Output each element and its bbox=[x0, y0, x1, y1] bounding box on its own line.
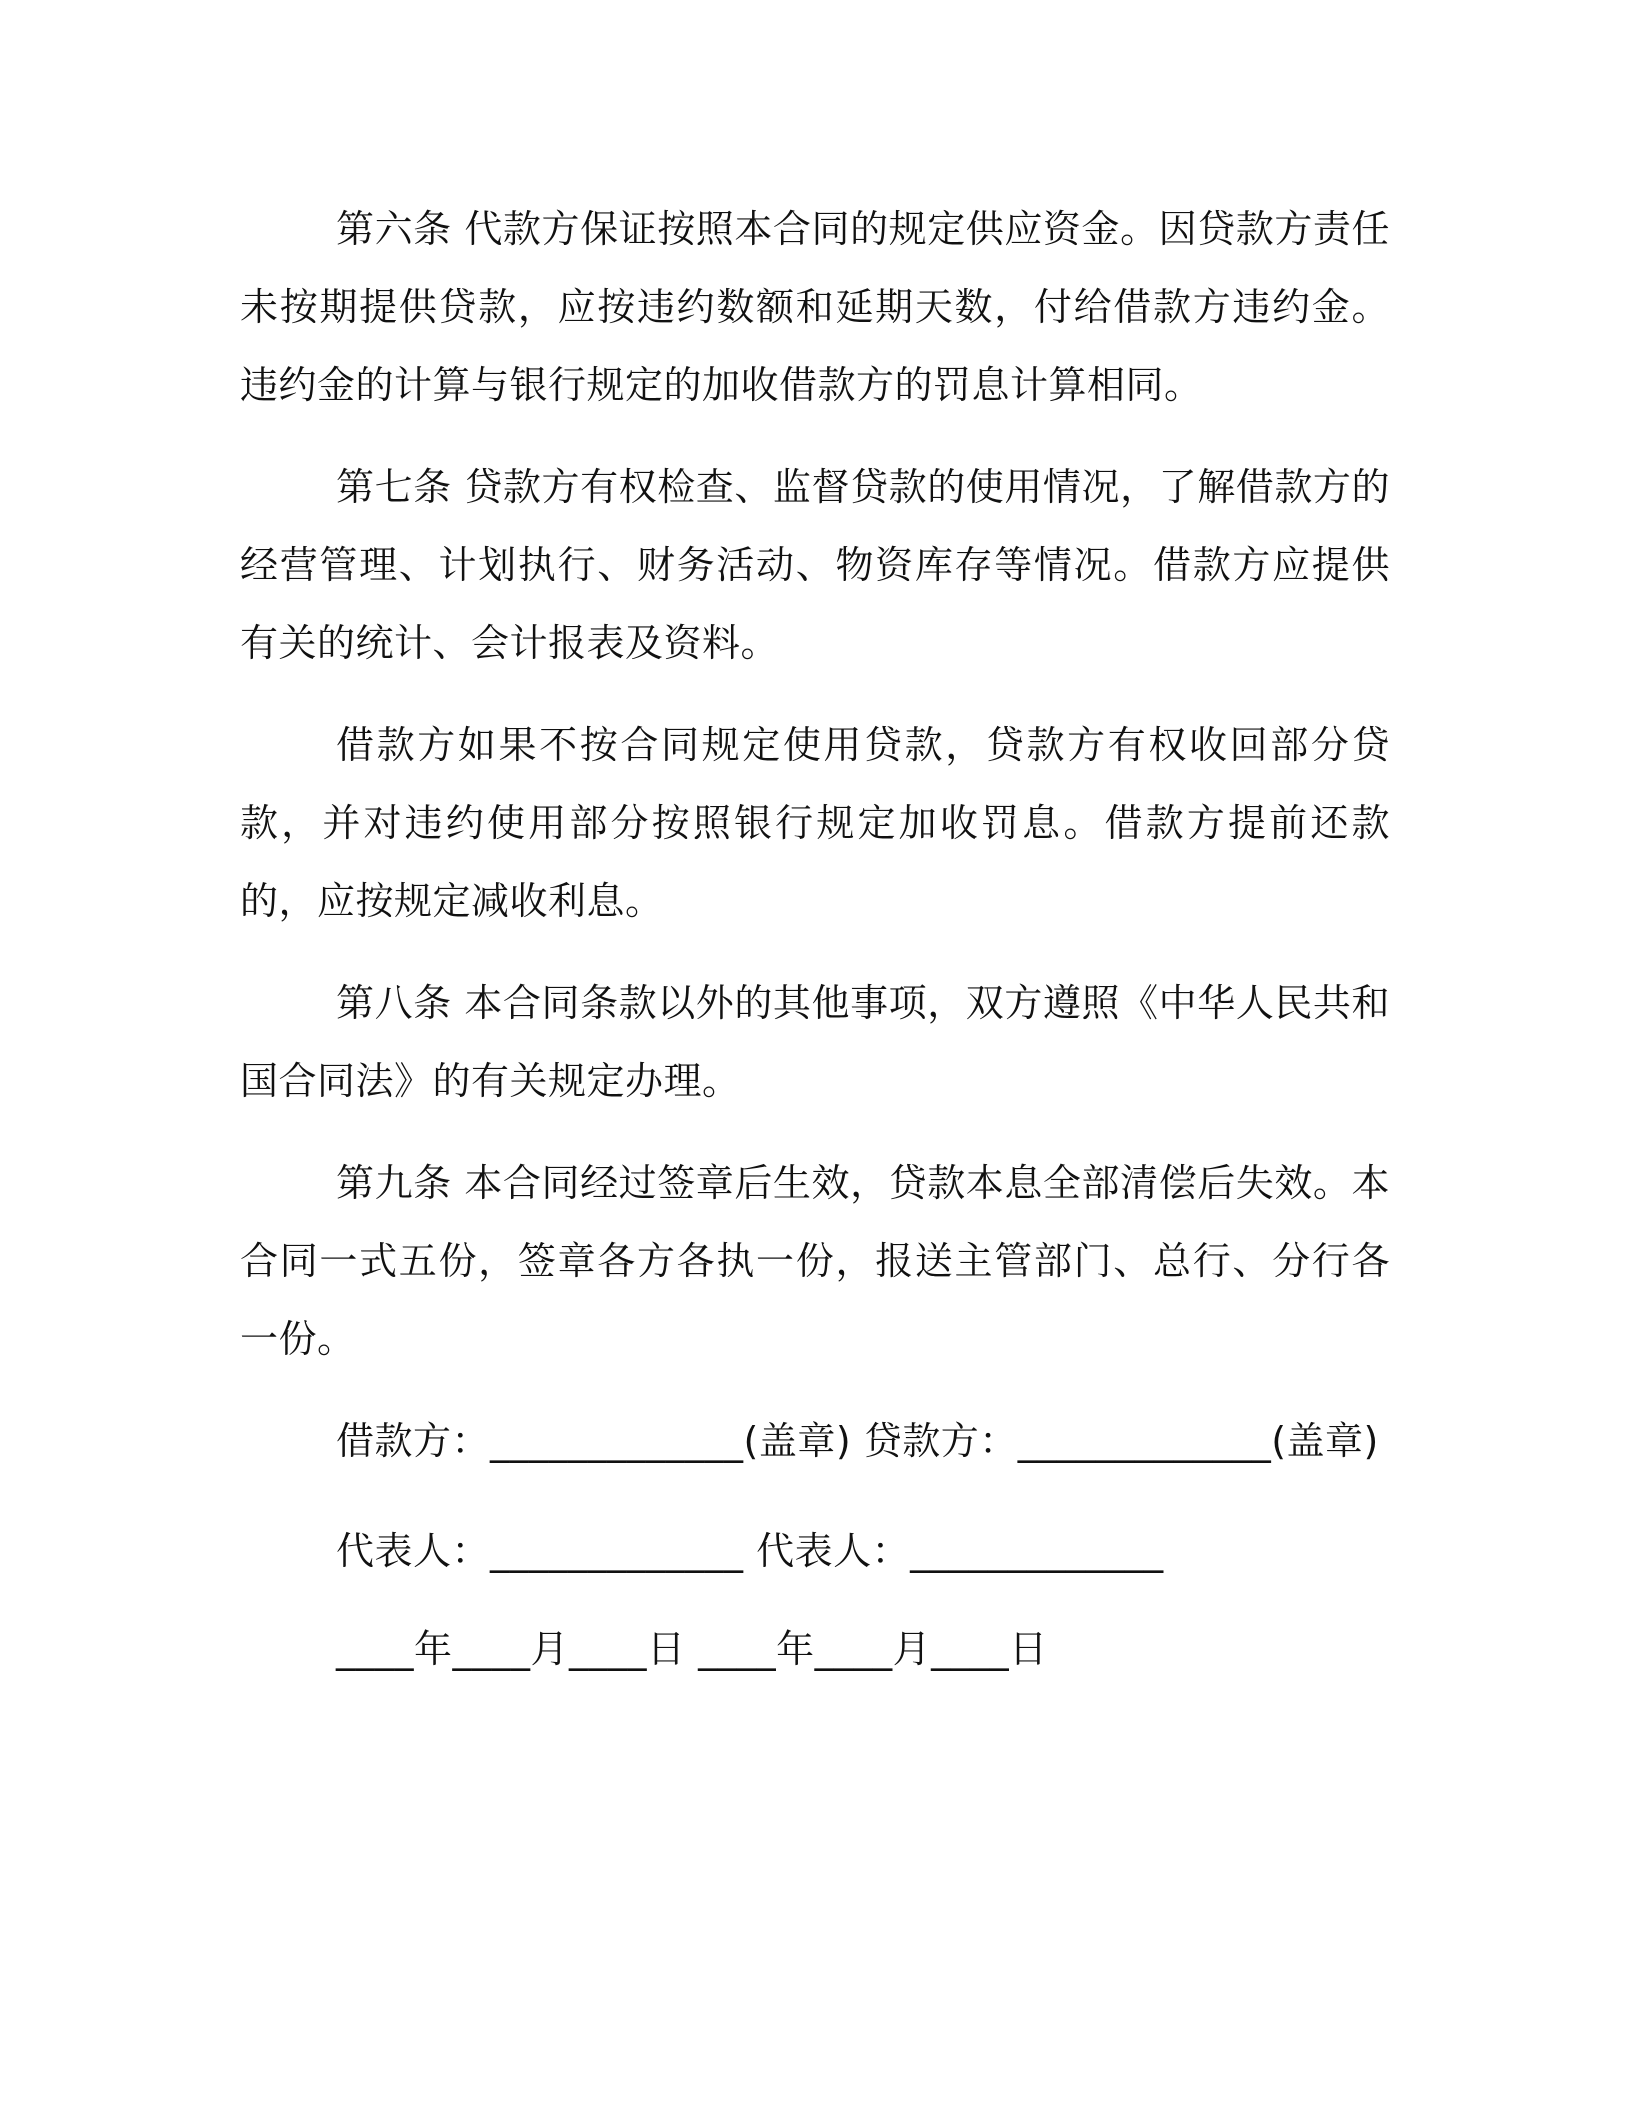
document-body bbox=[240, 190, 1390, 1688]
signature-representatives-line: 代表人：_____________ 代表人：_____________ bbox=[336, 1529, 1164, 1573]
article-9-paragraph: 第九条 本合同经过签章后生效，贷款本息全部清偿后失效。本合同一式五份，签章各方各执一份，报送主管部门、总行、分行各一份。 bbox=[240, 1161, 1390, 1361]
article-6-paragraph: 第六条 代款方保证按照本合同的规定供应资金。因贷款方责任未按期提供贷款，应按违约数额和延期天数，付给借款方违约金。违约金的计算与银行规定的加收借款方的罚息计算相同。 bbox=[240, 207, 1390, 407]
article-8-paragraph: 第八条 本合同条款以外的其他事项，双方遵照《中华人民共和国合同法》的有关规定办理。 bbox=[240, 981, 1390, 1103]
misuse-clause-paragraph: 借款方如果不按合同规定使用贷款，贷款方有权收回部分贷款，并对违约使用部分按照银行规定加收罚息。借款方提前还款的，应按规定减收利息。 bbox=[240, 723, 1390, 923]
signature-date-line: ____年____月____日 ____年____月____日 bbox=[336, 1627, 1048, 1671]
signature-parties-line: 借款方：_____________(盖章) 贷款方：_____________(盖章) bbox=[336, 1419, 1379, 1463]
article-7-paragraph: 第七条 贷款方有权检查、监督贷款的使用情况，了解借款方的经营管理、计划执行、财务活动、物资库存等情况。借款方应提供有关的统计、会计报表及资料。 bbox=[240, 465, 1390, 665]
